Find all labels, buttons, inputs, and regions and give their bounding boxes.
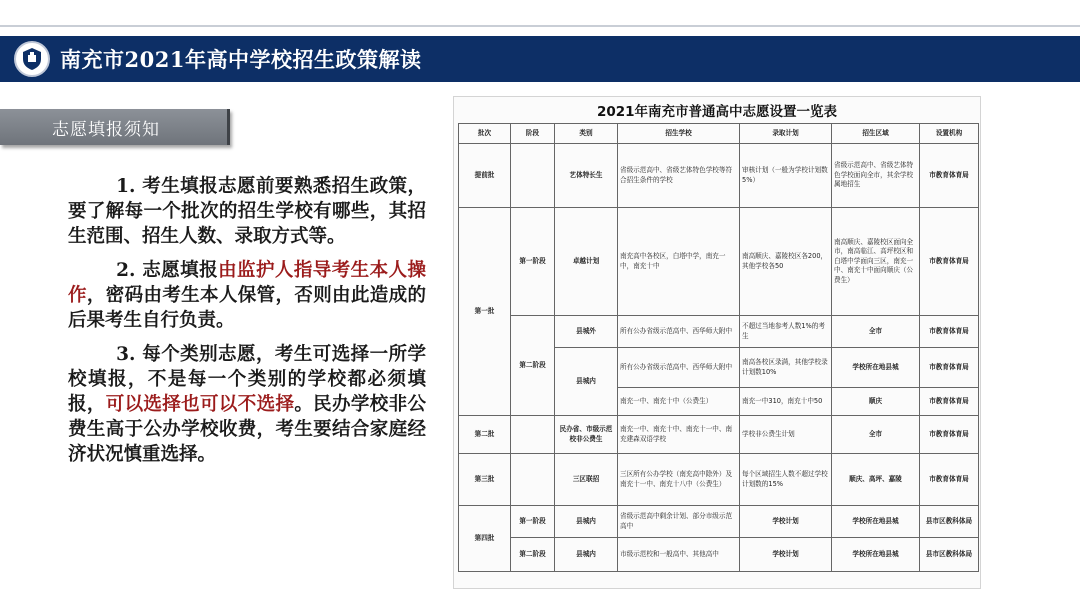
batch-cell: 第三批 (459, 454, 511, 506)
notes-panel (68, 174, 426, 476)
table-row (459, 316, 979, 348)
note-text: 3. 每个类别志愿，考生可选择一所学校填报，不是每一个类别的学校都必须填报， (68, 344, 426, 415)
plan-cell: 审核计划（一般为学校计划数5%） (740, 144, 832, 208)
volunteer-setting-table (458, 123, 979, 572)
note-highlight: 可以选择也可以不选择 (105, 394, 295, 415)
org-cell: 市教育体育局 (920, 454, 979, 506)
note-item (68, 258, 426, 333)
stage-cell (511, 144, 555, 208)
column-header: 阶段 (511, 124, 555, 144)
note-text: 2. 志愿填报 (116, 260, 219, 281)
top-rule (0, 25, 1080, 27)
column-header: 招生区域 (832, 124, 920, 144)
org-cell: 市教育体育局 (920, 208, 979, 316)
region-cell: 顺庆 (832, 388, 920, 416)
region-cell: 学校所在地县城 (832, 506, 920, 538)
batch-cell: 第四批 (459, 506, 511, 572)
schools-cell: 三区所有公办学校（南充高中除外）及南充十一中、南充十八中（公费生） (618, 454, 740, 506)
table-row (459, 144, 979, 208)
stage-cell: 第一阶段 (511, 208, 555, 316)
batch-cell: 第二批 (459, 416, 511, 454)
note-item (68, 174, 426, 249)
org-cell: 市教育体育局 (920, 348, 979, 388)
category-cell: 县城内 (555, 506, 618, 538)
category-cell: 民办省、市级示范校非公费生 (555, 416, 618, 454)
batch-cell: 提前批 (459, 144, 511, 208)
batch-cell: 第一批 (459, 208, 511, 416)
region-cell: 全市 (832, 316, 920, 348)
region-cell: 学校所在地县城 (832, 348, 920, 388)
column-header: 批次 (459, 124, 511, 144)
schools-cell: 省级示范高中剩余计划、部分市级示范高中 (618, 506, 740, 538)
region-cell: 省级示范高中、省级艺体特色学校面向全市，其余学校属地招生 (832, 144, 920, 208)
schools-cell: 所有公办省级示范高中、西华师大附中 (618, 316, 740, 348)
table-title: 2021年南充市普通高中志愿设置一览表 (596, 104, 838, 120)
category-cell: 县城内 (555, 348, 618, 416)
section-tab (0, 109, 230, 145)
org-cell: 市教育体育局 (920, 144, 979, 208)
table-row (459, 208, 979, 316)
category-cell: 县城外 (555, 316, 618, 348)
school-badge-icon (14, 41, 50, 77)
stage-cell (511, 454, 555, 506)
note-highlight: 由监护人指导考生本人操作 (68, 260, 426, 306)
category-cell: 县城内 (555, 538, 618, 572)
schools-cell: 南充一中、南充十中（公费生） (618, 388, 740, 416)
plan-cell: 学校非公费生计划 (740, 416, 832, 454)
plan-cell: 不超过当地参考人数1%的考生 (740, 316, 832, 348)
section-tab-label: 志愿填报须知 (52, 119, 160, 140)
org-cell: 市教育体育局 (920, 388, 979, 416)
plan-cell: 南高顺庆、嘉陵校区各200，其他学校各50 (740, 208, 832, 316)
table-row (459, 538, 979, 572)
org-cell: 县市区教科体局 (920, 538, 979, 572)
category-cell: 三区联招 (555, 454, 618, 506)
plan-cell: 学校计划 (740, 538, 832, 572)
category-cell: 卓越计划 (555, 208, 618, 316)
plan-cell: 南高各校区录满，其他学校录计划数10% (740, 348, 832, 388)
plan-cell: 每个区域招生人数不超过学校计划数的15% (740, 454, 832, 506)
page-title: 南充市2021年高中学校招生政策解读 (60, 47, 422, 72)
schools-cell: 所有公办省级示范高中、西华师大附中 (618, 348, 740, 388)
region-cell: 顺庆、高坪、嘉陵 (832, 454, 920, 506)
stage-cell: 第一阶段 (511, 506, 555, 538)
note-item (68, 342, 426, 467)
table-row (459, 454, 979, 506)
schools-cell: 省级示范高中、省级艺体特色学校等符合招生条件的学校 (618, 144, 740, 208)
region-cell: 南高顺庆、嘉陵校区面向全市，南高临江、高坪校区和白塔中学面向三区，南充一中、南充十中面向顺庆（公费生） (832, 208, 920, 316)
category-cell: 艺体特长生 (555, 144, 618, 208)
table-header-row (459, 124, 979, 144)
org-cell: 县市区教科体局 (920, 506, 979, 538)
header-bar (0, 36, 1080, 82)
column-header: 招生学校 (618, 124, 740, 144)
plan-cell: 南充一中310，南充十中50 (740, 388, 832, 416)
column-header: 设置机构 (920, 124, 979, 144)
note-text: ，密码由考生本人保管，否则由此造成的后果考生自行负责。 (68, 285, 426, 331)
plan-cell: 学校计划 (740, 506, 832, 538)
stage-cell: 第二阶段 (511, 316, 555, 416)
stage-cell: 第二阶段 (511, 538, 555, 572)
enrollment-table-image (453, 96, 981, 589)
column-header: 录取计划 (740, 124, 832, 144)
schools-cell: 南充一中、南充十中、南充十一中、南充建森双语学校 (618, 416, 740, 454)
column-header: 类别 (555, 124, 618, 144)
schools-cell: 市级示范校和一般高中、其他高中 (618, 538, 740, 572)
note-text: 1. 考生填报志愿前要熟悉招生政策，要了解每一个批次的招生学校有哪些，其招生范围、招生人数、录取方式等。 (68, 176, 426, 247)
org-cell: 市教育体育局 (920, 316, 979, 348)
note-text: 。民办学校非公费生高于公办学校收费，考生要结合家庭经济状况慎重选择。 (68, 394, 426, 465)
schools-cell: 南充高中各校区，白塔中学，南充一中，南充十中 (618, 208, 740, 316)
stage-cell (511, 416, 555, 454)
table-row (459, 416, 979, 454)
region-cell: 全市 (832, 416, 920, 454)
org-cell: 市教育体育局 (920, 416, 979, 454)
table-row (459, 506, 979, 538)
region-cell: 学校所在地县城 (832, 538, 920, 572)
